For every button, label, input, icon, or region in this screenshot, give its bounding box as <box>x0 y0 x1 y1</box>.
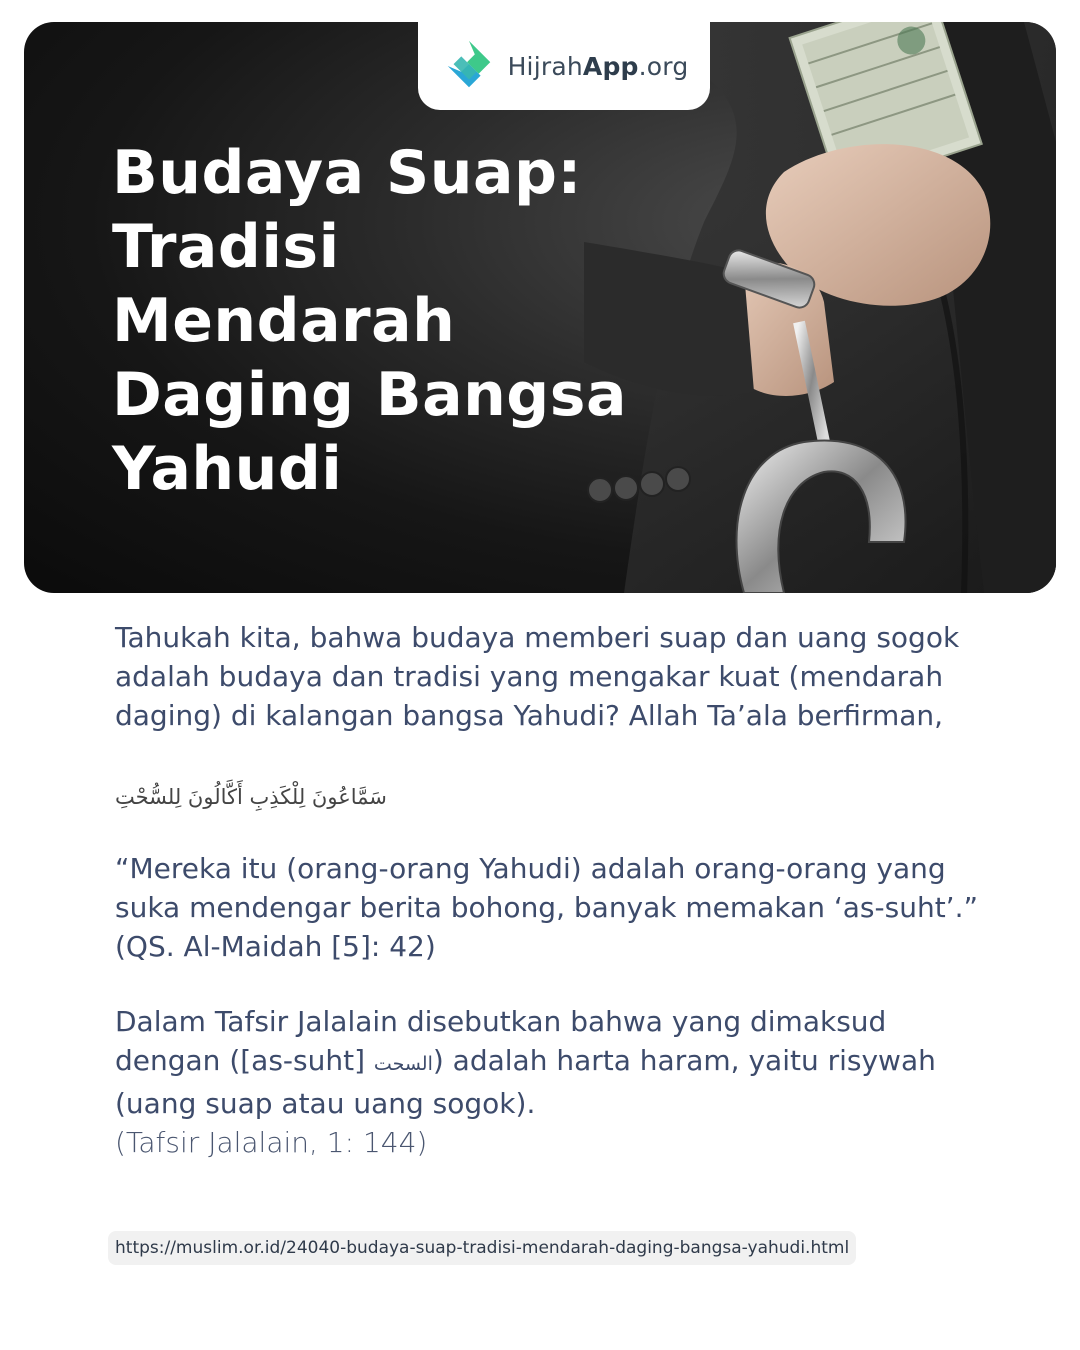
arabic-term: السحت <box>373 1053 433 1075</box>
brand-logo <box>418 22 710 110</box>
intro-paragraph: Tahukah kita, bahwa budaya memberi suap dan uang sogok adalah budaya dan tradisi yang mengakar kuat (mendarah daging) di kalangan bangsa Yahudi? Allah Ta’ala berfirman, <box>115 621 960 732</box>
page-title: Budaya Suap: Tradisi Mendarah Daging Bangsa Yahudi <box>112 138 627 504</box>
brand-name: HijrahApp.org <box>507 51 689 81</box>
citation: (Tafsir Jalalain, 1: 144) <box>115 1126 428 1159</box>
source-link[interactable]: https://muslim.or.id/24040-budaya-suap-tradisi-mendarah-daging-bangsa-yahudi.html <box>108 1231 856 1265</box>
hero-banner <box>24 22 1056 593</box>
translation-paragraph: “Mereka itu (orang-orang Yahudi) adalah orang-orang yang suka mendengar berita bohong, banyak memakan ‘as-suht’.” (QS. Al-Maidah [5]: 42) <box>115 852 978 963</box>
article-body <box>115 618 995 1163</box>
tafsir-paragraph: Dalam Tafsir Jalalain disebutkan bahwa yang dimaksud dengan ([as-suht] السحت) adalah harta haram, yaitu risywah (uang suap atau uang sogok). <box>115 1005 936 1120</box>
arabic-verse: سَمَّاعُونَ لِلْكَذِبِ أَكَّالُونَ لِلسُّحْتِ <box>115 785 387 809</box>
hijrahapp-logo-icon <box>440 37 498 95</box>
